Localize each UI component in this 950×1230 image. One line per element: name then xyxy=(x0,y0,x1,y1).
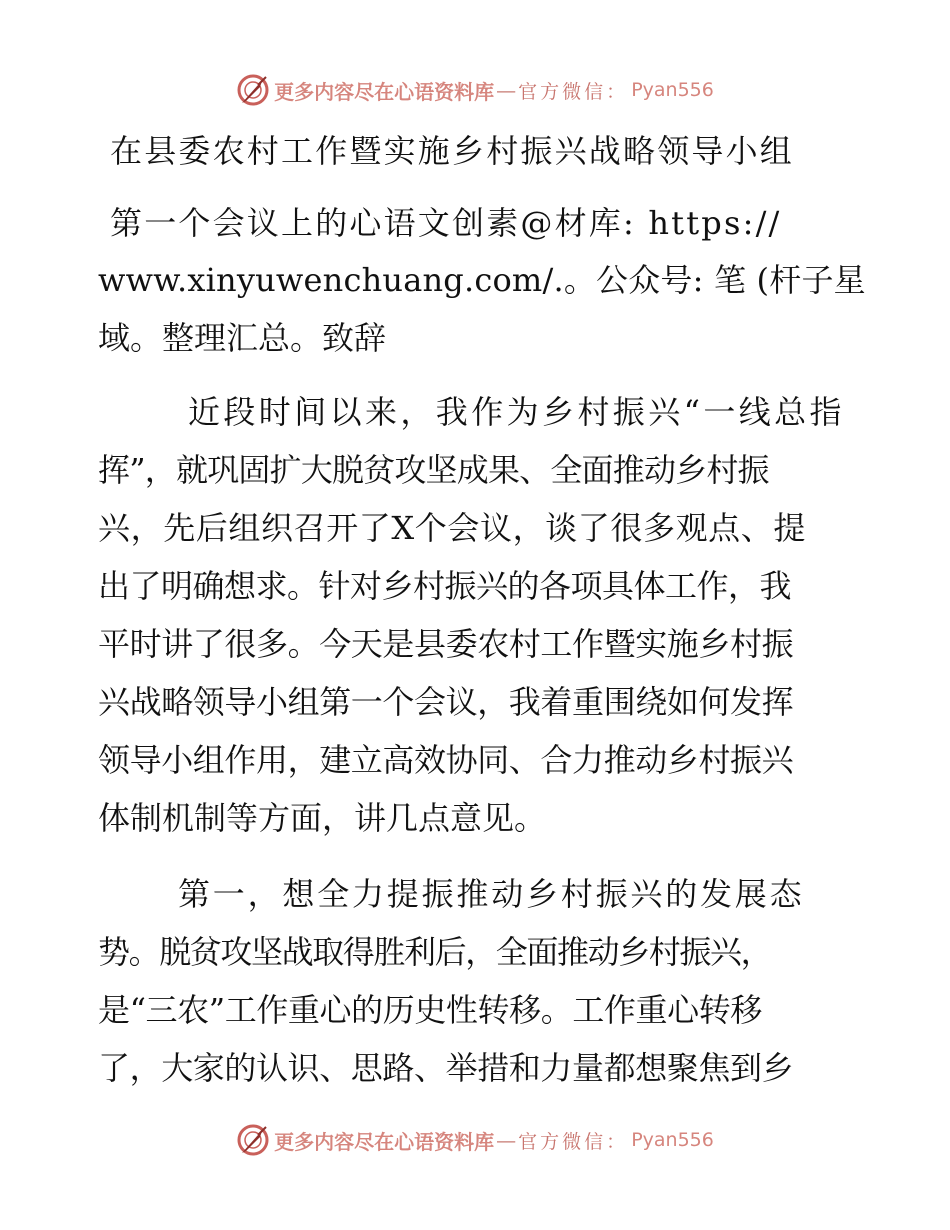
banner-main-text: 更多内容尽在心语资料库 xyxy=(274,79,495,104)
paragraph-1-line-4: 出了明确想求。针对乡村振兴的各项具体工作，我 xyxy=(98,567,792,605)
quill-pen-logo-icon xyxy=(236,73,270,107)
paragraph-2-line-1: 第一，想全力提振推动乡村振兴的发展态 xyxy=(178,875,805,913)
quill-pen-logo-icon xyxy=(236,1123,270,1157)
banner-colon: ： xyxy=(606,1130,626,1153)
paragraph-1-line-5: 平时讲了很多。今天是县委农村工作暨实施乡村振 xyxy=(98,625,794,663)
banner-wechat-label: 官方微信 xyxy=(518,80,607,103)
banner-colon: ： xyxy=(606,80,626,103)
document-title-line-1: 在县委农村工作暨实施乡村振兴战略领导小组 xyxy=(110,132,795,170)
paragraph-1-line-2: 挥”，就巩固扩大脱贫攻坚成果、全面推动乡村振 xyxy=(98,451,769,489)
paragraph-1-line-3: 兴，先后组织召开了X个会议，谈了很多观点、提 xyxy=(98,509,806,547)
banner-wechat-id: Pyan556 xyxy=(631,1129,714,1151)
banner-dash: — xyxy=(496,1128,517,1152)
document-title-line-2: 第一个会议上的心语文创素@材库: https:// xyxy=(110,204,782,242)
banner-main-text: 更多内容尽在心语资料库 xyxy=(274,1129,495,1154)
document-title-line-4: 域。整理汇总。致辞 xyxy=(98,319,387,357)
paragraph-2-line-2: 势。脱贫攻坚战取得胜利后，全面推动乡村振兴， xyxy=(98,933,772,971)
header-watermark-banner xyxy=(0,70,950,110)
document-title-line-3: www.xinyuwenchuang.com/.。公众号: 笔 (杆子星 xyxy=(98,261,866,299)
paragraph-1-line-6: 兴战略领导小组第一个会议，我着重围绕如何发挥 xyxy=(98,683,794,721)
banner-wechat-id: Pyan556 xyxy=(631,79,714,101)
paragraph-1-line-1: 近段时间以来，我作为乡村振兴“一线总指 xyxy=(188,393,845,431)
paragraph-2-line-3: 是“三农”工作重心的历史性转移。工作重心转移 xyxy=(98,991,762,1029)
paragraph-1-line-8: 体制机制等方面，讲几点意见。 xyxy=(98,799,547,837)
document-body xyxy=(98,125,866,1097)
paragraph-2-line-4: 了，大家的认识、思路、举措和力量都想聚焦到乡 xyxy=(98,1049,794,1087)
paragraph-1-line-7: 领导小组作用，建立高效协同、合力推动乡村振兴 xyxy=(98,741,794,779)
footer-watermark-banner xyxy=(0,1120,950,1160)
banner-wechat-label: 官方微信 xyxy=(518,1130,607,1153)
banner-dash: — xyxy=(496,78,517,102)
